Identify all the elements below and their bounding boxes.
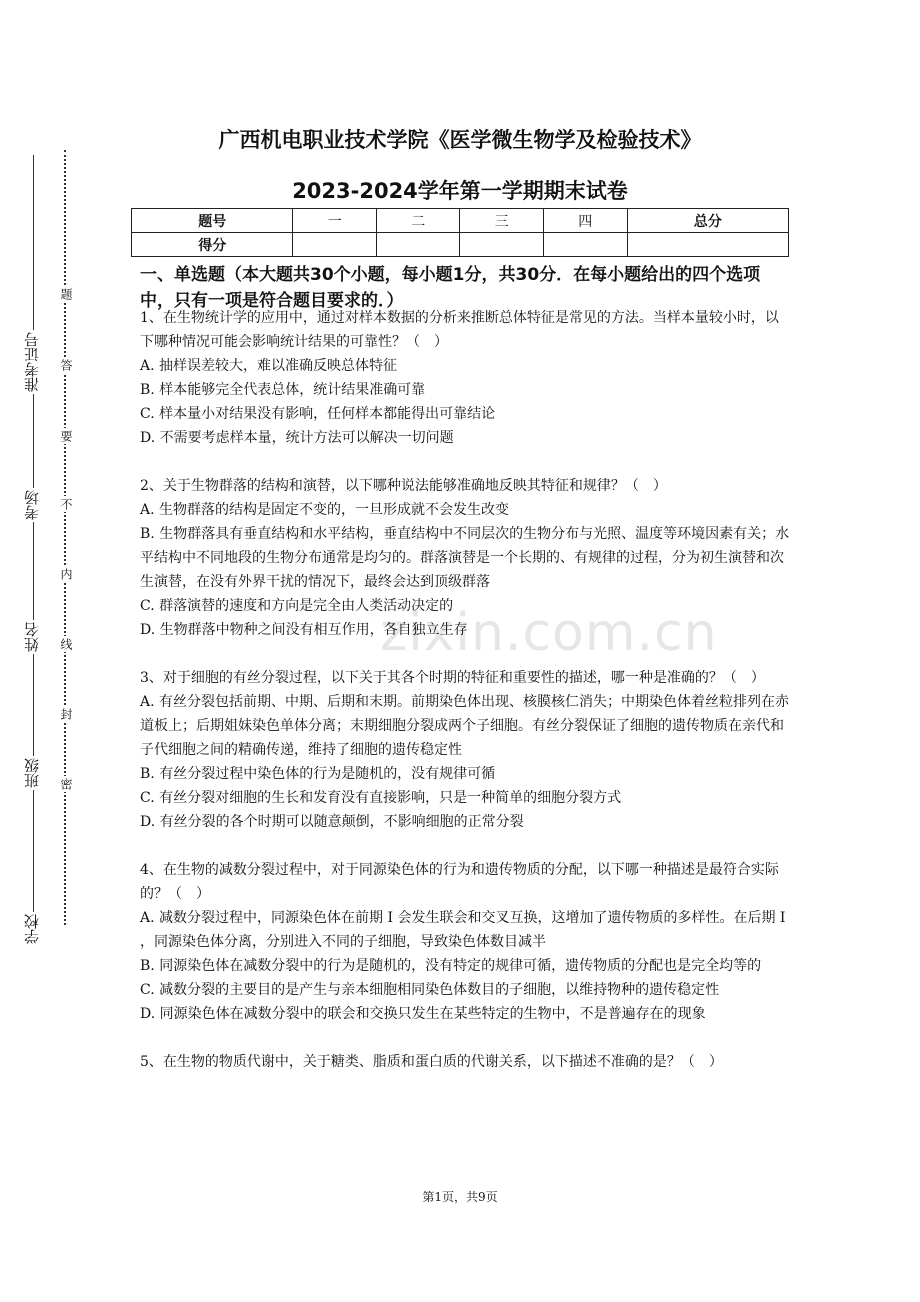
- seal-char: 题: [59, 288, 73, 300]
- score-table-header: 题号: [132, 209, 293, 233]
- seal-char: 要: [59, 430, 73, 442]
- seal-char: 内: [59, 568, 73, 580]
- question-option: B. 同源染色体在减数分裂中的行为是随机的，没有特定的规律可循，遗传物质的分配也是完全均等的: [140, 958, 762, 974]
- question-2: [140, 474, 790, 642]
- question-option: A. 有丝分裂包括前期、中期、后期和末期。前期染色体出现、核膜核仁消失；中期染色体着丝粒排列在赤道板上；后期姐妹染色单体分离；末期细胞分裂成两个子细胞。有丝分裂保证了细胞的遗传物质在亲代和子代细胞之间的精确传递，维持了细胞的遗传稳定性: [140, 694, 790, 758]
- score-table: [131, 208, 789, 257]
- question-option: B. 生物群落具有垂直结构和水平结构，垂直结构中不同层次的生物分布与光照、温度等环境因素有关；水平结构中不同地段的生物分布通常是均匀的。群落演替是一个长期的、有规律的过程，分为初生演替和次生演替，在没有外界干扰的情况下，最终会达到顶级群落: [140, 526, 790, 590]
- seal-char: 不: [59, 498, 73, 510]
- question-option: D. 生物群落中物种之间没有相互作用，各自独立生存: [140, 622, 468, 638]
- score-cell[interactable]: [376, 233, 460, 257]
- binding-dotted-line: [64, 150, 66, 925]
- score-cell[interactable]: [627, 233, 788, 257]
- question-stem: 4、在生物的减数分裂过程中，对于同源染色体的行为和遗传物质的分配，以下哪一种描述是最符合实际的？（ ）: [140, 862, 779, 902]
- score-table-header: 二: [376, 209, 460, 233]
- score-table-header: 三: [460, 209, 544, 233]
- question-stem: 1、在生物统计学的应用中，通过对样本数据的分析来推断总体特征是常见的方法。当样本量较小时，以下哪种情况可能会影响统计结果的可靠性？（ ）: [140, 310, 779, 350]
- question-5: [140, 1050, 790, 1074]
- question-stem: 5、在生物的物质代谢中，关于糖类、脂质和蛋白质的代谢关系，以下描述不准确的是？（ ）: [140, 1054, 723, 1070]
- score-table-header: 总分: [627, 209, 788, 233]
- question-option: C. 有丝分裂对细胞的生长和发育没有直接影响，只是一种简单的细胞分裂方式: [140, 790, 622, 806]
- question-option: D. 有丝分裂的各个时期可以随意颠倒，不影响细胞的正常分裂: [140, 814, 524, 830]
- questions: [140, 306, 790, 1074]
- question-4: [140, 858, 790, 1026]
- seal-char: 答: [59, 359, 73, 371]
- question-option: C. 减数分裂的主要目的是产生与亲本细胞相同染色体数目的子细胞，以维持物种的遗传稳定性: [140, 982, 720, 998]
- question-option: D. 不需要考虑样本量，统计方法可以解决一切问题: [140, 430, 454, 446]
- question-option: A. 减数分裂过程中，同源染色体在前期 Ⅰ 会发生联会和交叉互换，这增加了遗传物质的多样性。在后期 Ⅰ ，同源染色体分离，分别进入不同的子细胞，导致染色体数目减半: [140, 910, 786, 950]
- question-option: C. 群落演替的速度和方向是完全由人类活动决定的: [140, 598, 454, 614]
- watermark: zixin.com.cn: [380, 603, 718, 663]
- question-1: [140, 306, 790, 450]
- question-stem: 2、关于生物群落的结构和演替，以下哪种说法能够准确地反映其特征和规律？（ ）: [140, 478, 667, 494]
- binding-solid-line: [33, 155, 34, 945]
- score-cell[interactable]: [460, 233, 544, 257]
- seal-char: 封: [59, 708, 73, 720]
- field-class: 班级: [23, 758, 41, 788]
- question-option: D. 同源染色体在减数分裂中的联会和交换只发生在某些特定的生物中，不是普遍存在的现象: [140, 1006, 706, 1022]
- score-table-header: 一: [293, 209, 377, 233]
- field-school: 学校: [23, 914, 41, 944]
- question-option: A. 抽样误差较大，难以准确反映总体特征: [140, 358, 398, 374]
- question-option: B. 有丝分裂过程中染色体的行为是随机的，没有规律可循: [140, 766, 496, 782]
- exam-subtitle: 2023-2024学年第一学期期末试卷: [292, 179, 628, 203]
- score-table-header: 四: [544, 209, 628, 233]
- score-cell[interactable]: [544, 233, 628, 257]
- score-row-label: 得分: [132, 233, 293, 257]
- field-name: 姓名: [23, 622, 41, 652]
- section-heading: 一、单选题（本大题共30个小题，每小题1分，共30分．在每小题给出的四个选项中，只有一项是符合题目要求的．）: [140, 265, 761, 311]
- question-stem: 3、对于细胞的有丝分裂过程，以下关于其各个时期的特征和重要性的描述，哪一种是准确的？（ ）: [140, 670, 765, 686]
- question-option: B. 样本能够完全代表总体，统计结果准确可靠: [140, 382, 426, 398]
- page-footer: 第1页，共9页: [422, 1190, 498, 1204]
- seal-char: 线: [59, 638, 73, 650]
- seal-char: 密: [59, 778, 73, 790]
- score-table-header-row: [132, 209, 789, 233]
- question-3: [140, 666, 790, 834]
- question-option: A. 生物群落的结构是固定不变的，一旦形成就不会发生改变: [140, 502, 510, 518]
- score-table-score-row: [132, 233, 789, 257]
- field-exam-room: 考场: [23, 490, 41, 520]
- field-exam-number: 准考证号: [23, 332, 41, 392]
- question-option: C. 样本量小对结果没有影响，任何样本都能得出可靠结论: [140, 406, 496, 422]
- exam-title: 广西机电职业技术学院《医学微生物学及检验技术》: [218, 128, 702, 152]
- score-cell[interactable]: [293, 233, 377, 257]
